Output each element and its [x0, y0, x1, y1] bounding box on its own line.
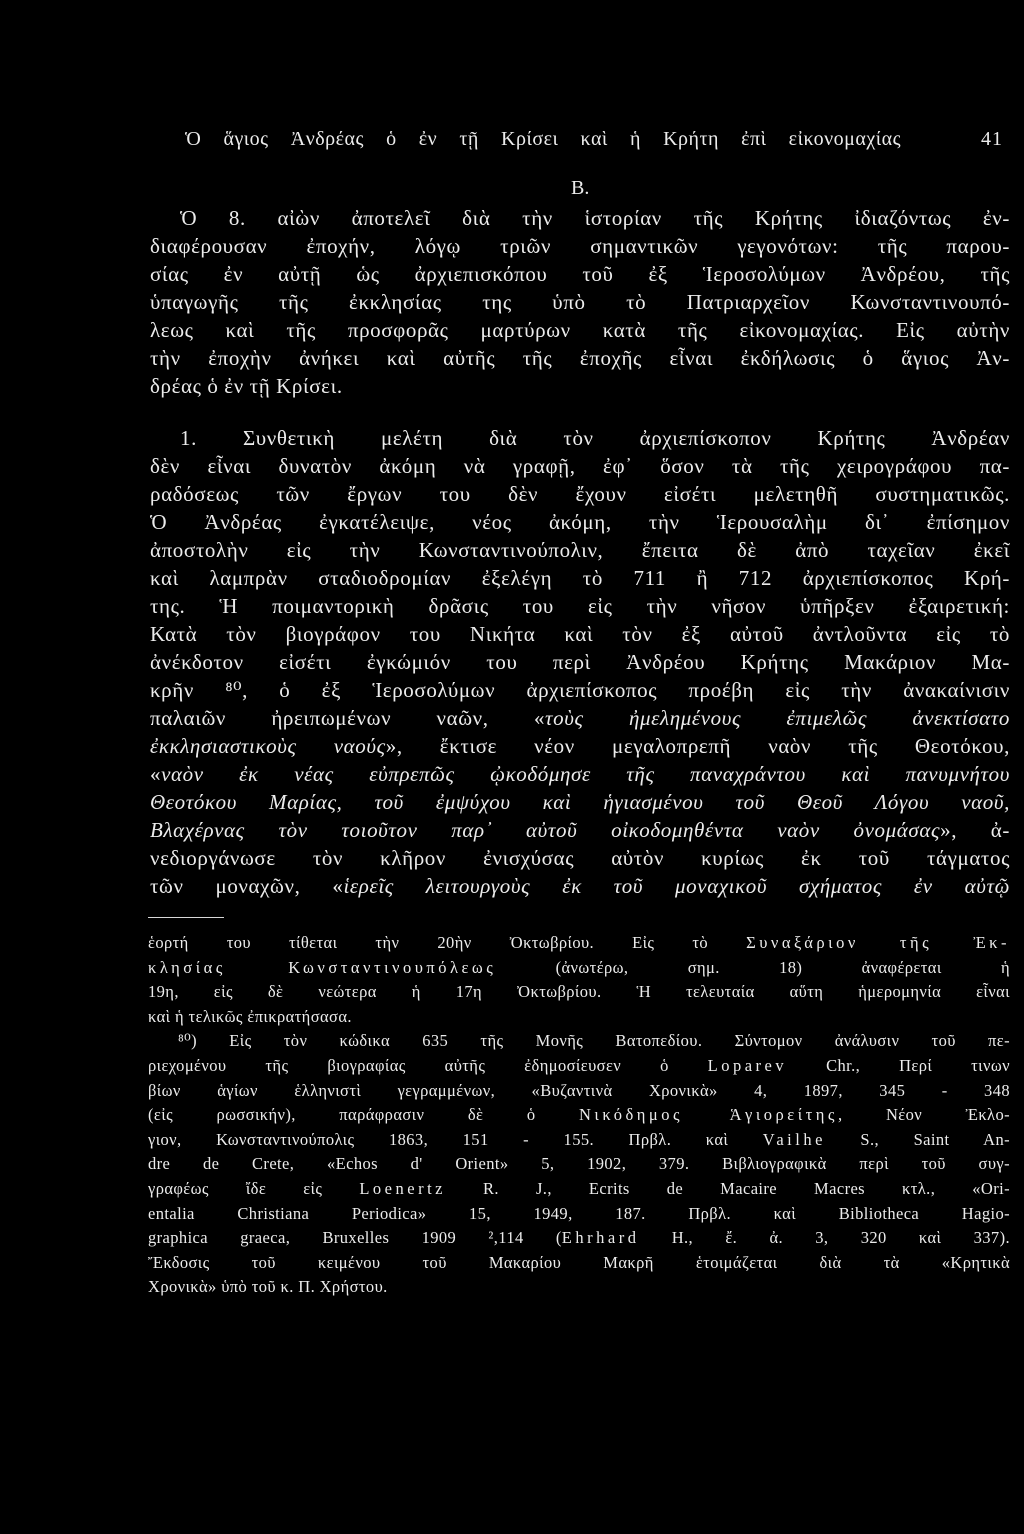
- text-line: [148, 1251, 1010, 1276]
- text-run: ⁸⁰) Εἰς τὸν κώδικα 635 τῆς Μονῆς Βατοπεδίου. Σύντομον ἀνάλυσιν τοῦ πε-: [178, 1031, 1010, 1051]
- text-line: [150, 288, 1010, 316]
- text-line: [150, 592, 1010, 620]
- text-run: ραδόσεως τῶν ἔργων του δὲν ἔχουν εἰσέτι μελετηθῆ συστηματικῶς.: [150, 482, 1010, 506]
- main-text: [150, 204, 1010, 900]
- text-line: [150, 676, 1010, 704]
- text-line: [148, 1128, 1010, 1153]
- text-run: ἀποστολὴν εἰς τὴν Κωνσταντινούπολιν, ἔπειτα δὲ ἀπὸ ταχεῖαν ἐκεῖ: [150, 538, 1010, 562]
- text-run: γιον, Κωνσταντινούπολις 1863, 151 - 155. Πρβλ. καὶ: [148, 1129, 763, 1149]
- footnote: [148, 1029, 1010, 1300]
- footnotes: [148, 931, 1010, 1300]
- text-line: [150, 260, 1010, 288]
- text-line: [148, 1029, 1010, 1054]
- italic-quote-run: Βλαχέρνας τὸν τοιοῦτον παρ᾽ αὐτοῦ οἰκοδομηθέντα ναὸν ὀνομάσας: [150, 818, 941, 842]
- text-line: [150, 620, 1010, 648]
- text-run: τὴν ἐποχὴν ἀνήκει καὶ αὐτῆς τῆς ἐποχῆς εἶναι ἐκδήλωσις ὁ ἅγιος Ἀν-: [150, 346, 1010, 370]
- text-line: [148, 1079, 1010, 1104]
- text-run: παλαιῶν ἠρειπωμένων ναῶν, «: [150, 706, 546, 730]
- text-line: [148, 1177, 1010, 1202]
- running-header: [185, 126, 1005, 152]
- text-line: [150, 788, 1010, 816]
- text-run: ἑορτή του τίθεται τὴν 20ὴν Ὀκτωβρίου. Εἰς τὸ: [148, 933, 747, 952]
- letterspaced-run: Vailhe: [762, 1129, 826, 1149]
- text-run: entalia Christiana Periodica» 15, 1949, 187. Πρβλ. καὶ Bibliotheca Hagio-: [148, 1203, 1010, 1223]
- text-line: [150, 536, 1010, 564]
- body-paragraph: [150, 424, 1010, 900]
- text-line: [150, 232, 1010, 260]
- text-run: (ἀνωτέρω, σημ. 18) ἀναφέρεται ἡ: [496, 957, 1010, 977]
- text-run: «: [150, 762, 162, 786]
- text-run: Ὁ Ἀνδρέας ἐγκατέλειψε, νέος ἀκόμη, τὴν Ἱερουσαλὴμ δι᾽ ἐπίσημον: [150, 510, 1010, 534]
- text-run: Κατὰ τὸν βιογράφον του Νικήτα καὶ τὸν ἐξ αὐτοῦ ἀντλοῦντα εἰς τὸ: [150, 622, 1010, 646]
- text-run: Chr., Περί τινων: [787, 1055, 1010, 1075]
- letterspaced-run: Ehrhard: [561, 1228, 640, 1248]
- text-run: καὶ ἡ τελικῶς ἐπικρατήσασα.: [148, 1006, 352, 1026]
- text-run: σίας ἐν αὐτῇ ὡς ἀρχιεπισκόπου τοῦ ἐξ Ἱεροσολύμων Ἀνδρέου, τῆς: [150, 262, 1010, 286]
- text-run: γραφέως ἴδε εἰς: [148, 1178, 360, 1198]
- text-line: [150, 508, 1010, 536]
- text-run: Ὁ 8. αἰὼν ἀποτελεῖ διὰ τὴν ἱστορίαν τῆς Κρήτης ἰδιαζόντως ἐν-: [180, 206, 1010, 230]
- text-line: [148, 956, 1010, 981]
- italic-quote-run: Θεοτόκου Μαρίας, τοῦ ἐμψύχου καὶ ἡγιασμένου τοῦ Θεοῦ Λόγου ναοῦ,: [150, 790, 1010, 814]
- text-line: [150, 844, 1010, 872]
- text-run: τῶν μοναχῶν, «: [150, 874, 344, 898]
- text-line: [150, 872, 1010, 900]
- text-line: [150, 424, 1010, 452]
- text-run: νεδιοργάνωσε τὸν κλῆρον ἐνισχύσας αὐτὸν κυρίως ἐκ τοῦ τάγματος: [150, 846, 1010, 870]
- text-line: [150, 452, 1010, 480]
- text-run: κρῆν ⁸⁰, ὁ ἐξ Ἱεροσολύμων ἀρχιεπίσκοπος προέβη εἰς τὴν ἀνακαίνισιν: [150, 678, 1010, 702]
- running-title: Ὁ ἅγιος Ἀνδρέας ὁ ἐν τῇ Κρίσει καὶ ἡ Κρήτη ἐπὶ εἰκονομαχίας: [185, 128, 901, 150]
- text-line: [150, 760, 1010, 788]
- text-line: [150, 316, 1010, 344]
- text-run: dre de Crete, «Echos d' Orient» 5, 1902, 379. Βιβλιογραφικὰ περὶ τοῦ συγ-: [148, 1154, 1010, 1174]
- text-run: H., ἔ. ἀ. 3, 320 καὶ 337).: [639, 1228, 1010, 1248]
- letterspaced-run: Loenertz: [359, 1178, 446, 1198]
- footnote: [148, 931, 1010, 1029]
- text-run: ὑπαγωγῆς τῆς ἐκκλησίας της ὑπὸ τὸ Πατριαρχεῖον Κωνσταντινουπό-: [150, 290, 1010, 314]
- text-run: », ἀ-: [940, 818, 1010, 842]
- footnote-separator: [148, 917, 224, 918]
- text-run: R. J., Ecrits de Macaire Macres κτλ., «Ori-: [445, 1178, 1010, 1198]
- text-run: της. Ἡ ποιμαντορικὴ δρᾶσις του εἰς τὴν νῆσον ὑπῆρξεν ἐξαιρετική:: [150, 594, 1010, 618]
- page-number: 41: [981, 128, 1003, 150]
- letterspaced-run: Συναξάριον τῆς Ἐκ-: [746, 933, 1010, 952]
- text-run: 1. Συνθετικὴ μελέτη διὰ τὸν ἀρχιεπίσκοπον Κρήτης Ἀνδρέαν: [180, 426, 1010, 450]
- text-line: [148, 1054, 1010, 1079]
- text-run: Ἔκδοσις τοῦ κειμένου τοῦ Μακαρίου Μακρῆ ἑτοιμάζεται διὰ τὰ «Κρητικὰ: [148, 1252, 1010, 1272]
- text-run: », ἔκτισε νέον μεγαλοπρεπῆ ναὸν τῆς Θεοτόκου,: [385, 734, 1010, 758]
- text-line: [148, 1103, 1010, 1128]
- text-line: [148, 931, 1010, 956]
- text-line: [150, 480, 1010, 508]
- text-line: [148, 1152, 1010, 1177]
- text-run: 19η, εἰς δὲ νεώτερα ἡ 17η Ὀκτωβρίου. Ἡ τελευταία αὕτη ἡμερομηνία εἶναι: [148, 982, 1010, 1002]
- italic-quote-run: ναὸν ἐκ νέας εὐπρεπῶς ᾠκοδόμησε τῆς παναχράντου καὶ πανυμνήτου: [161, 762, 1010, 786]
- text-run: ἀνέκδοτον εἰσέτι ἐγκώμιόν του περὶ Ἀνδρέου Κρήτης Μακάριον Μα-: [150, 650, 1010, 674]
- text-run: βίων ἁγίων ἑλληνιστὶ γεγραμμένων, «Βυζαντινὰ Χρονικὰ» 4, 1897, 345 - 348: [148, 1080, 1010, 1100]
- text-run: S., Saint An-: [825, 1129, 1010, 1149]
- letterspaced-run: Loparev: [707, 1055, 788, 1075]
- text-run: λεως καὶ τῆς προσφορᾶς μαρτύρων κατὰ τῆς εἰκονομαχίας. Εἰς αὐτὴν: [150, 318, 1010, 342]
- text-line: [148, 1202, 1010, 1227]
- italic-quote-run: τοὺς ἠμελημένους ἐπιμελῶς ἀνεκτίσατο: [545, 706, 1010, 730]
- text-line: [148, 1005, 1010, 1030]
- letterspaced-run: Νικόδημος Ἁγιορείτης: [578, 1105, 838, 1125]
- text-line: [150, 816, 1010, 844]
- text-run: , Νέον Ἐκλο-: [837, 1105, 1010, 1125]
- text-line: [150, 564, 1010, 592]
- text-run: διαφέρουσαν ἐποχήν, λόγῳ τριῶν σημαντικῶν γεγονότων: τῆς παρου-: [150, 234, 1010, 258]
- text-line: [148, 1275, 1010, 1300]
- text-line: [150, 732, 1010, 760]
- italic-quote-run: ἐκκλησιαστικοὺς ναούς: [150, 734, 386, 758]
- text-run: δὲν εἶναι δυνατὸν ἀκόμη νὰ γραφῇ, ἐφ᾽ ὅσον τὰ τῆς χειρογράφου πα-: [150, 454, 1010, 478]
- text-line: [150, 344, 1010, 372]
- text-run: ριεχομένου τῆς βιογραφίας αὐτῆς ἐδημοσίευσεν ὁ: [148, 1055, 708, 1075]
- text-run: graphica graeca, Bruxelles 1909 ²,114 (: [148, 1228, 562, 1248]
- text-line: [148, 1226, 1010, 1251]
- text-run: δρέας ὁ ἐν τῇ Κρίσει.: [150, 374, 343, 398]
- letterspaced-run: κλησίας Κωνσταντινουπόλεως: [148, 957, 497, 977]
- text-line: [150, 648, 1010, 676]
- text-line: [150, 204, 1010, 232]
- body-paragraph: [150, 204, 1010, 400]
- italic-quote-run: ἱερεῖς λειτουργοὺς ἐκ τοῦ μοναχικοῦ σχήματος ἐν αὐτῷ: [343, 874, 1010, 898]
- text-run: καὶ λαμπρὰν σταδιοδρομίαν ἐξελέγη τὸ 711 ἢ 712 ἀρχιεπίσκοπος Κρή-: [150, 566, 1010, 590]
- text-line: [150, 704, 1010, 732]
- text-line: [150, 372, 1010, 400]
- text-run: Χρονικὰ» ὑπὸ τοῦ κ. Π. Χρήστου.: [148, 1277, 388, 1297]
- section-label: Β.: [571, 177, 590, 199]
- text-line: [148, 980, 1010, 1005]
- text-run: (εἰς ρωσσικήν), παράφρασιν δὲ ὁ: [148, 1105, 579, 1125]
